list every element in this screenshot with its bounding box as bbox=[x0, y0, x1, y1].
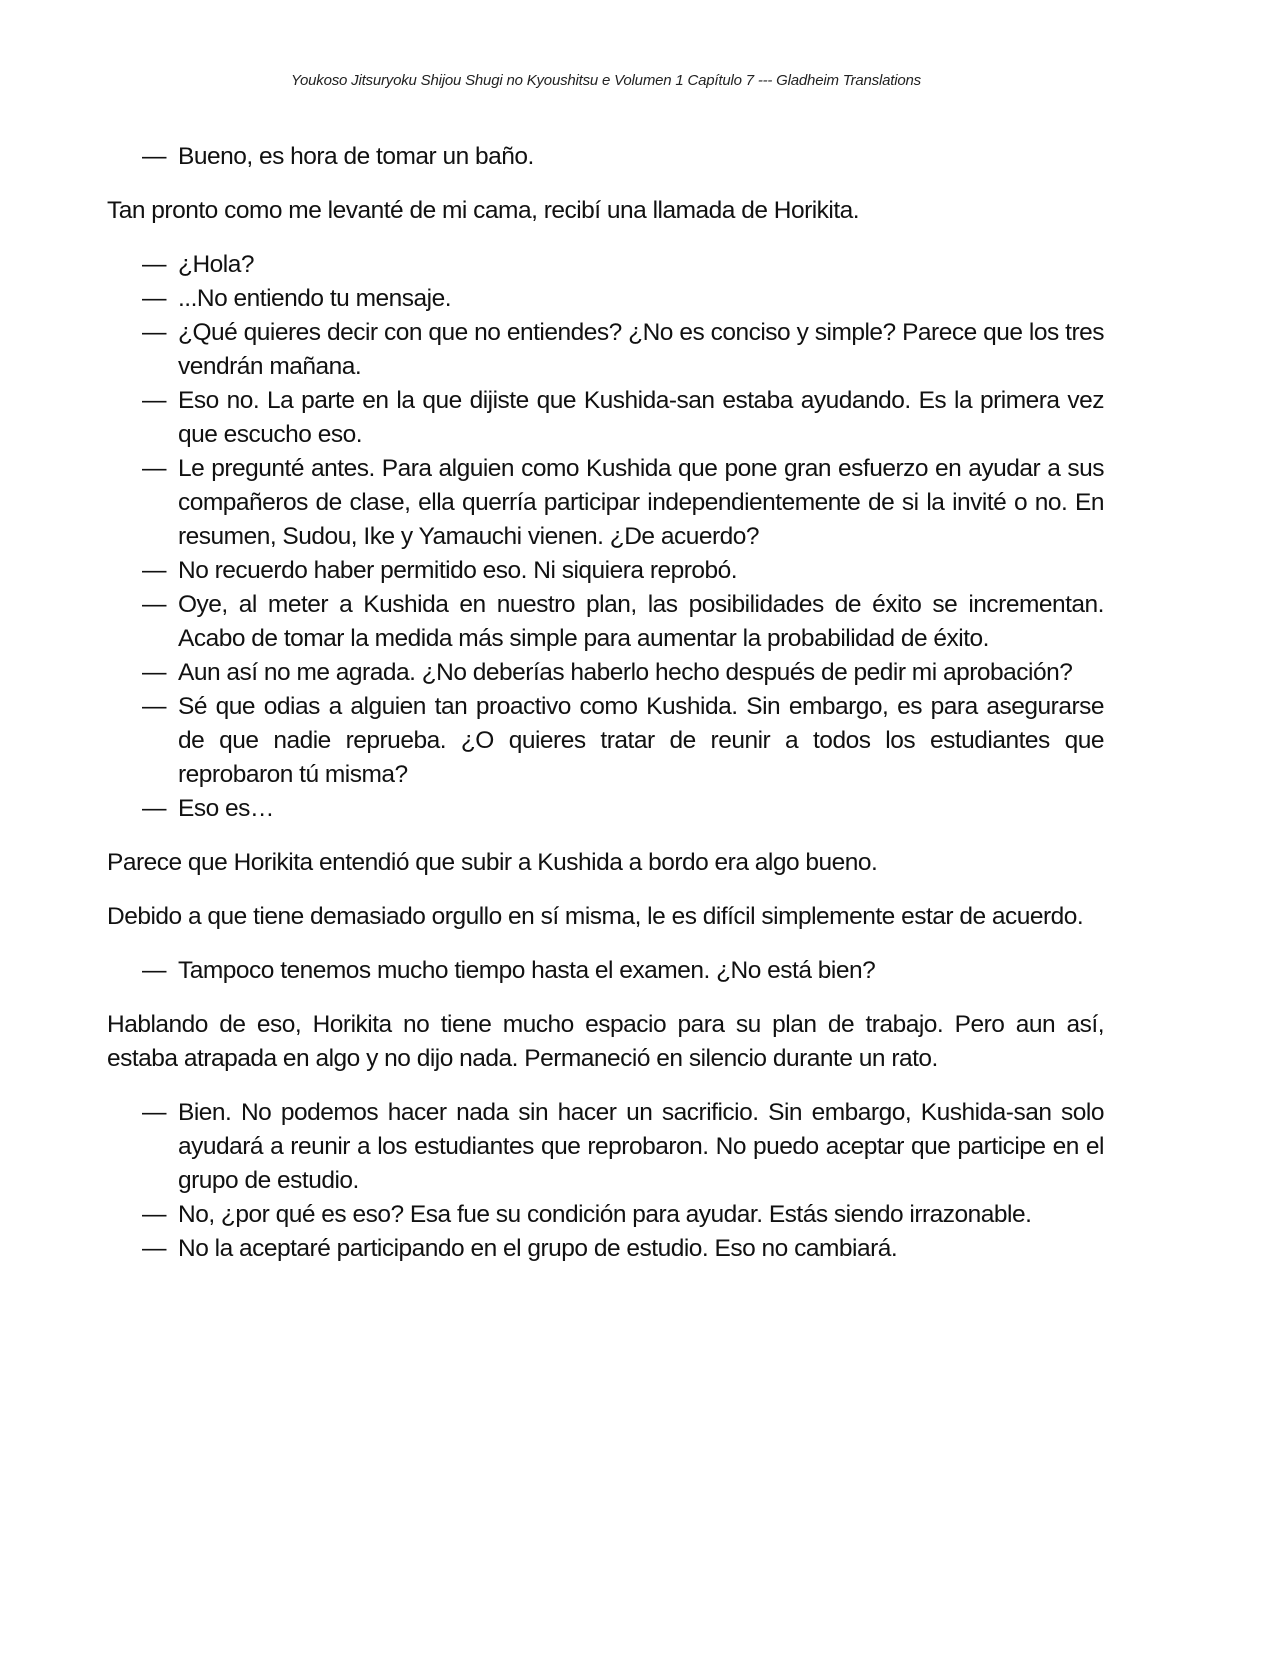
dialogue-line: — Bueno, es hora de tomar un baño. bbox=[107, 140, 1104, 174]
running-header: Youkoso Jitsuryoku Shijou Shugi no Kyoushitsu e Volumen 1 Capítulo 7 --- Gladheim Translations bbox=[291, 72, 921, 89]
em-dash: — bbox=[142, 795, 166, 822]
dialogue-line: — ¿Hola? bbox=[107, 248, 1104, 282]
dialogue-group bbox=[107, 140, 1104, 174]
dialogue-line: — No la aceptaré participando en el grupo de estudio. Eso no cambiará. bbox=[107, 1232, 1104, 1266]
em-dash: — bbox=[142, 591, 166, 618]
dialogue-line: — No, ¿por qué es eso? Esa fue su condición para ayudar. Estás siendo irrazonable. bbox=[107, 1198, 1104, 1232]
dialogue-group bbox=[107, 1096, 1104, 1266]
dialogue-group bbox=[107, 954, 1104, 988]
dialogue-line: — Bien. No podemos hacer nada sin hacer un sacrificio. Sin embargo, Kushida-san solo ayudará a reunir a los estudiantes que reprobaron. No puedo aceptar que participe en el grupo de estudio. bbox=[107, 1096, 1104, 1198]
em-dash: — bbox=[142, 143, 166, 170]
dialogue-line: — Eso no. La parte en la que dijiste que Kushida-san estaba ayudando. Es la primera vez que escucho eso. bbox=[107, 384, 1104, 452]
em-dash: — bbox=[142, 659, 166, 686]
dialogue-line: — Eso es… bbox=[107, 792, 1104, 826]
dialogue-line: — Le pregunté antes. Para alguien como Kushida que pone gran esfuerzo en ayudar a sus compañeros de clase, ella querría participar independientemente de si la invité o no. En resumen, Sudou, Ike y Yamauchi vienen. ¿De acuerdo? bbox=[107, 452, 1104, 554]
dialogue-line: — ¿Qué quieres decir con que no entiendes? ¿No es conciso y simple? Parece que los tres vendrán mañana. bbox=[107, 316, 1104, 384]
em-dash: — bbox=[142, 285, 166, 312]
dialogue-line: — Aun así no me agrada. ¿No deberías haberlo hecho después de pedir mi aprobación? bbox=[107, 656, 1104, 690]
dialogue-line: — ...No entiendo tu mensaje. bbox=[107, 282, 1104, 316]
em-dash: — bbox=[142, 455, 166, 482]
em-dash: — bbox=[142, 387, 166, 414]
page-body bbox=[107, 140, 1104, 1286]
em-dash: — bbox=[142, 1099, 166, 1126]
dialogue-line: — Oye, al meter a Kushida en nuestro plan, las posibilidades de éxito se incrementan. Acabo de tomar la medida más simple para aumentar la probabilidad de éxito. bbox=[107, 588, 1104, 656]
narration-paragraph: Hablando de eso, Horikita no tiene mucho espacio para su plan de trabajo. Pero aun así, estaba atrapada en algo y no dijo nada. Permaneció en silencio durante un rato. bbox=[107, 1011, 1104, 1072]
em-dash: — bbox=[142, 1201, 166, 1228]
narration-paragraph: Tan pronto como me levanté de mi cama, recibí una llamada de Horikita. bbox=[107, 197, 860, 224]
em-dash: — bbox=[142, 319, 166, 346]
dialogue-line: — Sé que odias a alguien tan proactivo como Kushida. Sin embargo, es para asegurarse de que nadie reprueba. ¿O quieres tratar de reunir a todos los estudiantes que reprobaron tú misma? bbox=[107, 690, 1104, 792]
dialogue-group bbox=[107, 248, 1104, 826]
narration-paragraph: Parece que Horikita entendió que subir a Kushida a bordo era algo bueno. bbox=[107, 849, 878, 876]
em-dash: — bbox=[142, 1235, 166, 1262]
narration-paragraph: Debido a que tiene demasiado orgullo en sí misma, le es difícil simplemente estar de acuerdo. bbox=[107, 903, 1084, 930]
em-dash: — bbox=[142, 957, 166, 984]
em-dash: — bbox=[142, 251, 166, 278]
em-dash: — bbox=[142, 557, 166, 584]
dialogue-line: — No recuerdo haber permitido eso. Ni siquiera reprobó. bbox=[107, 554, 1104, 588]
em-dash: — bbox=[142, 693, 166, 720]
dialogue-line: — Tampoco tenemos mucho tiempo hasta el examen. ¿No está bien? bbox=[107, 954, 1104, 988]
